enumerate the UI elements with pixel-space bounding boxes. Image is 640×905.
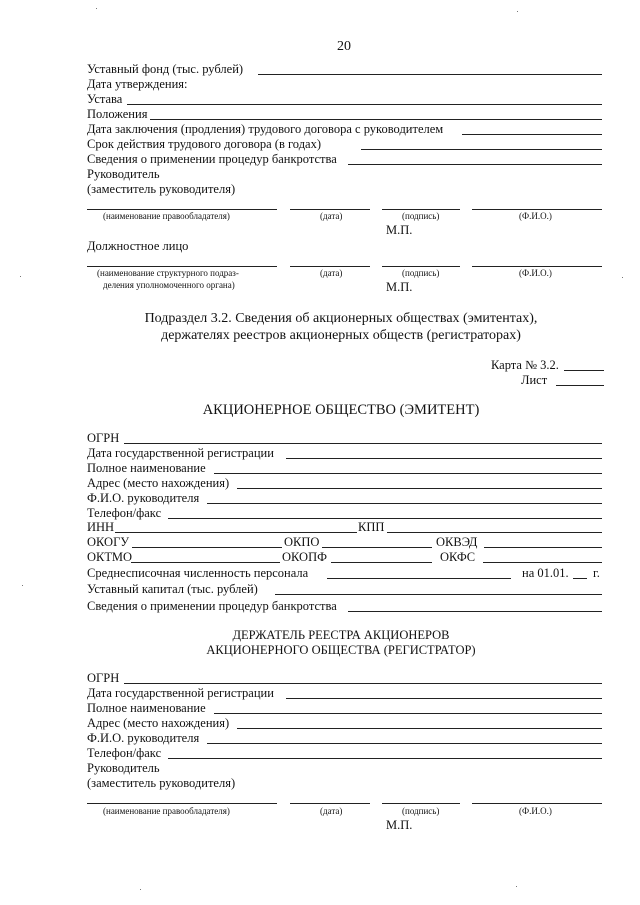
fio-caption: (Ф.И.О.): [519, 806, 552, 816]
sheet-label: Лист: [521, 373, 548, 387]
ogrn-line[interactable]: [124, 443, 602, 444]
registrar-head-fio-line[interactable]: [207, 743, 602, 744]
registrar-address-line[interactable]: [237, 728, 602, 729]
scan-speck: [20, 276, 21, 277]
scan-speck: [96, 8, 97, 9]
head-fio-label: Ф.И.О. руководителя: [87, 491, 200, 505]
okopf-line[interactable]: [331, 562, 432, 563]
registrar-head-label: Руководитель: [87, 761, 160, 775]
year-suffix: г.: [593, 566, 600, 580]
ogrn-label: ОГРН: [87, 431, 120, 445]
date-caption: (дата): [320, 268, 343, 278]
contract-term-label: Срок действия трудового договора (в годах): [87, 137, 322, 151]
emitent-heading: АКЦИОНЕРНОЕ ОБЩЕСТВО (ЭМИТЕНТ): [202, 402, 480, 418]
fio-line[interactable]: [472, 266, 602, 267]
okved-line[interactable]: [484, 547, 602, 548]
registrar-phone-fax-label: Телефон/факс: [87, 746, 162, 760]
date-line[interactable]: [290, 209, 370, 210]
page-number: 20: [337, 39, 351, 54]
registrar-ogrn-label: ОГРН: [87, 671, 120, 685]
bankruptcy-line[interactable]: [348, 164, 602, 165]
fio-line[interactable]: [472, 803, 602, 804]
charter-line[interactable]: [127, 104, 602, 105]
sheet-line[interactable]: [556, 385, 604, 386]
seal-place: М.П.: [386, 280, 413, 294]
oktmo-label: ОКТМО: [87, 550, 132, 564]
scan-speck: [140, 889, 141, 890]
okogu-line[interactable]: [132, 547, 282, 548]
regulation-label: Положения: [87, 107, 148, 121]
scan-speck: [622, 277, 623, 278]
fio-line[interactable]: [472, 209, 602, 210]
division-caption-2: деления уполномоченного органа): [103, 280, 235, 290]
division-name-line[interactable]: [87, 266, 277, 267]
registrar-full-name-label: Полное наименование: [87, 701, 206, 715]
registrar-head-fio-label: Ф.И.О. руководителя: [87, 731, 200, 745]
date-caption: (дата): [320, 806, 343, 816]
signature-caption: (подпись): [402, 211, 440, 221]
contract-date-line[interactable]: [462, 134, 602, 135]
signature-caption: (подпись): [402, 268, 440, 278]
registration-date-label: Дата государственной регистрации: [87, 446, 274, 460]
date-caption: (дата): [320, 211, 343, 221]
owner-name-line[interactable]: [87, 803, 277, 804]
okpo-line[interactable]: [322, 547, 432, 548]
registrar-full-name-line[interactable]: [214, 713, 602, 714]
inn-line[interactable]: [115, 532, 357, 533]
scan-speck: [516, 886, 517, 887]
signature-caption: (подпись): [402, 806, 440, 816]
capital-label: Уставный капитал (тыс. рублей): [87, 582, 258, 596]
scan-speck: [22, 585, 23, 586]
registrar-deputy-label: (заместитель руководителя): [87, 776, 236, 790]
registrar-registration-date-label: Дата государственной регистрации: [87, 686, 274, 700]
oktmo-line[interactable]: [131, 562, 280, 563]
okfs-line[interactable]: [483, 562, 602, 563]
address-label: Адрес (место нахождения): [87, 476, 230, 490]
authorized-fund-line[interactable]: [258, 74, 602, 75]
okpo-label: ОКПО: [284, 535, 320, 549]
inn-label: ИНН: [87, 520, 115, 534]
emitent-bankruptcy-label: Сведения о применении процедур банкротства: [87, 599, 337, 613]
card-number-line[interactable]: [564, 370, 604, 371]
capital-line[interactable]: [275, 594, 602, 595]
charter-label: Устава: [87, 92, 123, 106]
full-name-line[interactable]: [214, 473, 602, 474]
date-line[interactable]: [290, 266, 370, 267]
scan-speck: [517, 11, 518, 12]
card-number-label: Карта № 3.2.: [491, 358, 559, 372]
owner-name-line[interactable]: [87, 209, 277, 210]
registrar-ogrn-line[interactable]: [124, 683, 602, 684]
registrar-heading-line1: ДЕРЖАТЕЛЬ РЕЕСТРА АКЦИОНЕРОВ: [232, 628, 450, 642]
registrar-phone-fax-line[interactable]: [168, 758, 602, 759]
phone-fax-line[interactable]: [168, 518, 602, 519]
registrar-registration-date-line[interactable]: [286, 698, 602, 699]
phone-fax-label: Телефон/факс: [87, 506, 162, 520]
owner-name-caption: (наименование правообладателя): [103, 806, 230, 816]
seal-place: М.П.: [386, 818, 413, 832]
signature-line[interactable]: [382, 209, 460, 210]
subsection-title-line2: держателях реестров акционерных обществ (регистраторах): [161, 328, 521, 343]
owner-name-caption: (наименование правообладателя): [103, 211, 230, 221]
head-fio-line[interactable]: [207, 503, 602, 504]
full-name-label: Полное наименование: [87, 461, 206, 475]
approval-date-label: Дата утверждения:: [87, 77, 188, 91]
registrar-address-label: Адрес (место нахождения): [87, 716, 230, 730]
okfs-label: ОКФС: [440, 550, 476, 564]
deputy-label: (заместитель руководителя): [87, 182, 236, 196]
head-label: Руководитель: [87, 167, 160, 181]
official-label: Должностное лицо: [87, 239, 189, 253]
contract-term-line[interactable]: [361, 149, 602, 150]
registration-date-line[interactable]: [286, 458, 602, 459]
okved-label: ОКВЭД: [436, 535, 478, 549]
seal-place: М.П.: [386, 223, 413, 237]
as-of-label: на 01.01.: [522, 566, 569, 580]
okogu-label: ОКОГУ: [87, 535, 130, 549]
signature-line[interactable]: [382, 803, 460, 804]
staff-label: Среднесписочная численность персонала: [87, 566, 309, 580]
contract-date-label: Дата заключения (продления) трудового договора с руководителем: [87, 122, 444, 136]
subsection-title-line1: Подраздел 3.2. Сведения об акционерных обществах (эмитентах),: [144, 311, 538, 326]
kpp-label: КПП: [358, 520, 385, 534]
regulation-line[interactable]: [150, 119, 602, 120]
fio-caption: (Ф.И.О.): [519, 211, 552, 221]
date-line[interactable]: [290, 803, 370, 804]
address-line[interactable]: [237, 488, 602, 489]
fio-caption: (Ф.И.О.): [519, 268, 552, 278]
year-line[interactable]: [573, 578, 587, 579]
division-caption-1: (наименование структурного подраз-: [97, 268, 239, 278]
staff-line[interactable]: [327, 578, 511, 579]
emitent-bankruptcy-line[interactable]: [348, 611, 602, 612]
okopf-label: ОКОПФ: [282, 550, 327, 564]
kpp-line[interactable]: [387, 532, 602, 533]
signature-line[interactable]: [382, 266, 460, 267]
registrar-heading-line2: АКЦИОНЕРНОГО ОБЩЕСТВА (РЕГИСТРАТОР): [206, 643, 476, 657]
authorized-fund-label: Уставный фонд (тыс. рублей): [87, 62, 244, 76]
bankruptcy-label: Сведения о применении процедур банкротства: [87, 152, 337, 166]
